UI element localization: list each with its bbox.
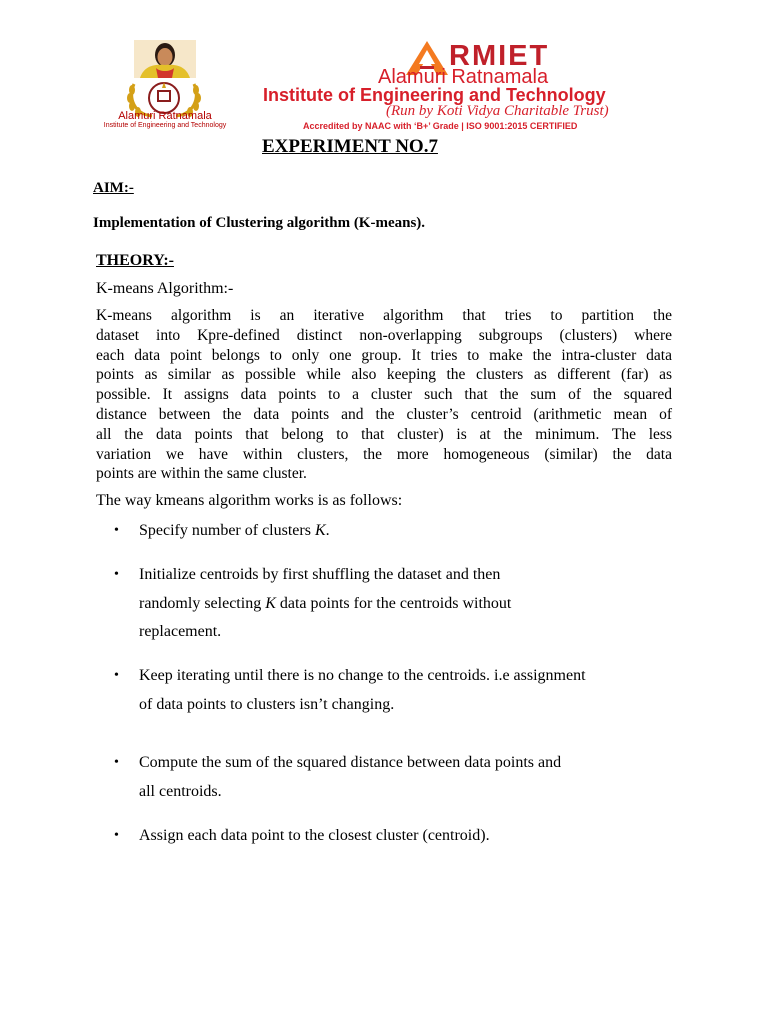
bullet-icon: •	[114, 567, 119, 582]
trust-line: (Run by Koti Vidya Charitable Trust)	[386, 103, 609, 119]
aim-heading: AIM:-	[93, 180, 134, 196]
step-text-line: all centroids.	[139, 782, 222, 800]
paragraph-line: possible. It assigns data points to a cluster such that the sum of the squared	[96, 386, 672, 404]
paragraph-line: K-means algorithm is an iterative algorithm that tries to partition the	[96, 307, 672, 324]
step-text	[139, 517, 330, 546]
paragraph-line: points as similar as possible while also keeping the clusters as different (far) as	[96, 366, 672, 384]
institute-name: Alamuri Ratnamala	[378, 66, 549, 88]
bullet-icon: •	[114, 828, 119, 843]
bullet-icon: •	[114, 523, 119, 538]
bullet-icon: •	[114, 668, 119, 683]
paragraph-line: each data point belongs to only one group. It tries to make the intra-cluster data	[96, 346, 672, 364]
step-text-line: Specify number of clusters K.	[139, 522, 330, 539]
paragraph-line: points are within the same cluster.	[96, 465, 307, 483]
theory-paragraph	[96, 306, 672, 484]
step-text-line: Compute the sum of the squared distance between data points and	[139, 754, 562, 771]
experiment-title: EXPERIMENT NO.7	[262, 136, 438, 157]
aim-text: Implementation of Clustering algorithm (K-means).	[93, 215, 426, 231]
step-text	[139, 822, 490, 851]
step-text	[139, 662, 586, 719]
theory-heading: THEORY:-	[96, 252, 174, 269]
paragraph-line: distance between the data points and the cluster’s centroid (arithmetic mean of	[96, 405, 672, 423]
bullet-icon: •	[114, 755, 119, 770]
step-text-line: Initialize centroids by first shuffling the dataset and then	[139, 566, 501, 583]
step-text	[139, 749, 561, 806]
founder-portrait-image	[134, 40, 196, 78]
step-text-line: randomly selecting K data points for the centroids without	[139, 594, 512, 612]
institute-header	[0, 0, 768, 140]
brand-name: RMIET	[449, 40, 550, 72]
paragraph-line: all the data points that belong to that cluster) is at the minimum. The less	[96, 425, 672, 443]
kmeans-algorithm-label: K-means Algorithm:-	[96, 280, 234, 297]
paragraph-line: dataset into Kpre-defined distinct non-overlapping subgroups (clusters) where	[96, 326, 672, 344]
institute-title: Institute of Engineering and Technology	[263, 85, 606, 105]
step-text-line: of data points to clusters isn’t changing.	[139, 695, 395, 713]
algorithm-steps-intro: The way kmeans algorithm works is as follows:	[96, 492, 403, 509]
step-text-line: Keep iterating until there is no change to the centroids. i.e assignment	[139, 667, 586, 684]
step-text	[139, 561, 511, 647]
left-logo-subtitle: Institute of Engineering and Technology	[103, 122, 227, 129]
step-text-line: Assign each data point to the closest cluster (centroid).	[139, 827, 490, 844]
paragraph-line: variation we have within clusters, the more homogeneous (similar) the data	[96, 445, 672, 463]
left-logo-name: Alamuri Ratnamala	[118, 110, 212, 122]
accreditation-line: Accredited by NAAC with ‘B+’ Grade | ISO 9001:2015 CERTIFIED	[303, 121, 578, 131]
step-text-line: replacement.	[139, 623, 222, 640]
